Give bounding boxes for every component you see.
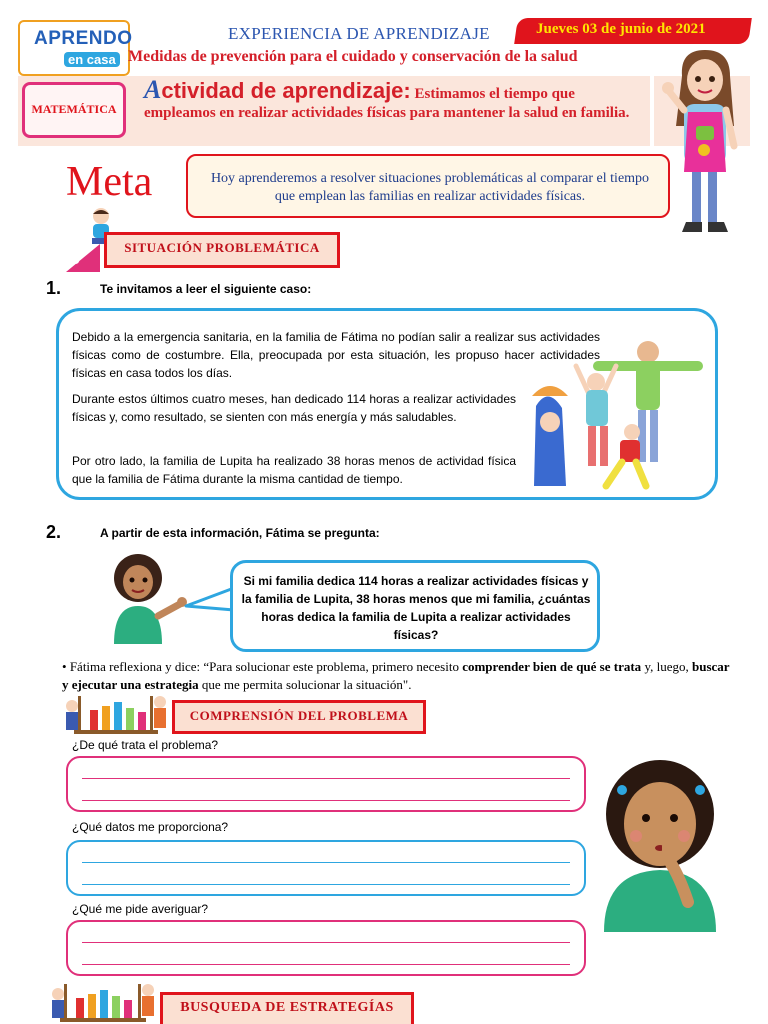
situation-number: 6 — [70, 248, 81, 268]
comprehension-header — [172, 700, 426, 734]
step-1-number: 1. — [46, 278, 62, 298]
activity-heading-rest: ctividad de aprendizaje: — [161, 78, 411, 103]
logo-line1: APRENDO — [34, 28, 133, 49]
fatima-illustration — [96, 552, 192, 644]
thinking-girl-illustration — [596, 752, 726, 932]
activity-title — [144, 75, 644, 123]
step-1-prompt: Te invitamos a leer el siguiente caso: — [100, 282, 312, 296]
date-text: Jueves 03 de junio de 2021 — [536, 21, 706, 37]
activity-description: Estimamos el tiempo que empleamos en realizar actividades físicas para mantener la salud en familia. — [144, 86, 630, 121]
answer-line — [82, 942, 570, 943]
reflection-text — [62, 658, 730, 694]
reflection-part-3: que me permita solucionar la situación". — [198, 677, 412, 692]
step-2-prompt: A partir de esta información, Fátima se pregunta: — [100, 526, 380, 540]
question-3-label: ¿Qué me pide averiguar? — [72, 902, 209, 916]
logo-line2: en casa — [64, 52, 120, 67]
comprehension-title: COMPRENSIÓN DEL PROBLEMA — [189, 708, 409, 723]
family-exercising-illustration — [528, 336, 712, 494]
meta-text: Hoy aprenderemos a resolver situaciones problemáticas al comparar el tiempo que emplean las familias en realizar actividades físicas. — [210, 171, 650, 204]
case-paragraph-1: Debido a la emergencia sanitaria, en la familia de Fátima no podían salir a realizar sus actividades físicas como de costumbre. Ella, preocupada por esta situación, les propuso hacer actividades físicas en casa todos los días. — [72, 330, 600, 380]
answer-line — [82, 964, 570, 965]
question-1-label: ¿De qué trata el problema? — [72, 738, 219, 752]
strategy-title: BUSQUEDA DE ESTRATEGÍAS — [180, 1000, 394, 1015]
question-2-label: ¿Qué datos me proporciona? — [72, 820, 229, 834]
step-2-number: 2. — [46, 522, 62, 542]
reflection-bullet: • — [62, 659, 67, 674]
answer-line — [82, 800, 570, 801]
answer-box-1[interactable] — [66, 756, 586, 812]
abacus-kids-icon-2 — [50, 980, 156, 1024]
experience-subtitle: Medidas de prevención para el cuidado y conservación de la salud — [128, 48, 578, 65]
answer-line — [82, 884, 570, 885]
abacus-kids-icon — [64, 692, 168, 736]
answer-line — [82, 862, 570, 863]
answer-box-3[interactable] — [66, 920, 586, 976]
meta-label: Meta — [66, 159, 153, 205]
case-paragraph-3: Por otro lado, la familia de Lupita ha realizado 38 horas menos de actividad física que la familia de Fátima durante la misma cantidad de tiempo. — [72, 454, 516, 486]
reflection-bold-2: buscar y ejecutar una estrategia — [62, 659, 730, 692]
teacher-illustration — [660, 46, 750, 242]
reflection-bold-1: comprender bien de qué se trata — [462, 659, 642, 674]
answer-line — [82, 778, 570, 779]
activity-initial: A — [144, 75, 162, 104]
speech-bubble-tail — [184, 586, 236, 614]
answer-box-2[interactable] — [66, 840, 586, 896]
case-paragraph-2: Durante estos últimos cuatro meses, han dedicado 114 horas a realizar actividades físicas y, como resultado, se sienten con más energía y más saludables. — [72, 392, 516, 424]
situation-title: SITUACIÓN PROBLEMÁTICA — [124, 240, 320, 255]
experience-title: EXPERIENCIA DE APRENDIZAJE — [228, 24, 490, 43]
reflection-part-2: y, luego, — [641, 659, 692, 674]
situation-header — [104, 232, 340, 268]
speech-bubble-text: Si mi familia dedica 114 horas a realizar actividades físicas y la familia de Lupita, 38 horas menos que mi familia, ¿cuántas horas dedica la familia de Lupita a realizar actividades físicas? — [241, 574, 591, 642]
reflection-part-1: Fátima reflexiona y dice: “Para solucionar este problema, primero necesito — [69, 659, 463, 674]
subject-label: MATEMÁTICA — [31, 102, 117, 116]
activity-heading — [144, 75, 411, 104]
aprendo-en-casa-logo — [18, 20, 133, 76]
